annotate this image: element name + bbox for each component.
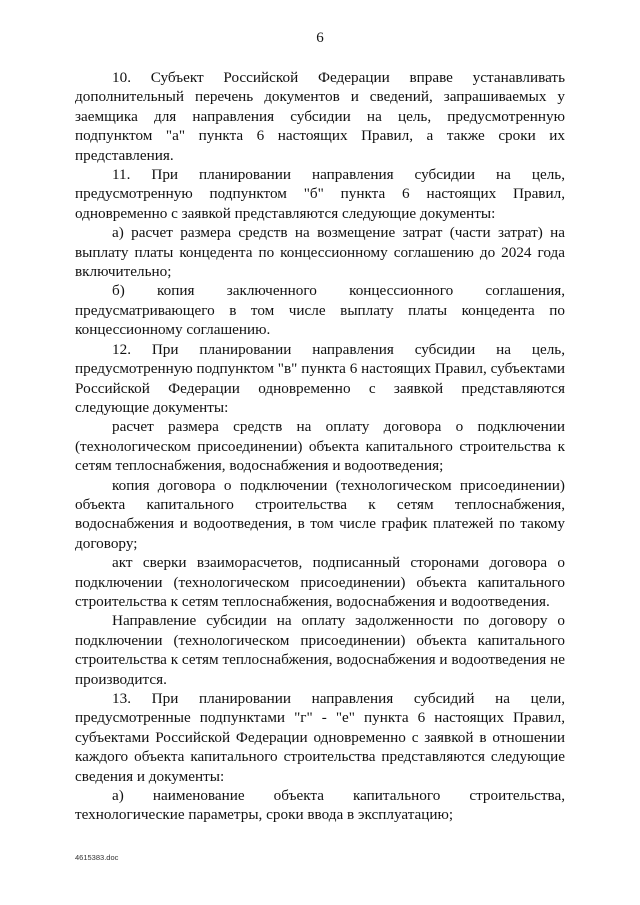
paragraph-12-item-3: акт сверки взаиморасчетов, подписанный сторонами договора о подключении (технологическом присоединении) объекта капитального строительства к сетям теплоснабжения, водоснабжения и водоотведения.	[75, 554, 565, 610]
paragraph-10: 10. Субъект Российской Федерации вправе устанавливать дополнительный перечень документов и сведений, запрашиваемых у заемщика для направления субсидии на цель, предусмотренную подпунктом "а" пункта 6 настоящих Правил, а также сроки их представления.	[75, 69, 565, 164]
page-number: 6	[316, 30, 324, 46]
document-file-code: 4615383.doc	[75, 853, 119, 862]
paragraph-11-a: а) расчет размера средств на возмещение затрат (части затрат) на выплату платы концедента по концессионному соглашению до 2024 года включительно;	[75, 224, 565, 281]
paragraph-12-note: Направление субсидии на оплату задолженности по договору о подключении (технологическом присоединении) объекта капитального строительства к сетям теплоснабжения, водоснабжения и водоотведения не производится.	[75, 612, 565, 688]
paragraph-13-a: а) наименование объекта капитального строительства, технологические параметры, сроки ввода в эксплуатацию;	[75, 787, 565, 824]
paragraph-11: 11. При планировании направления субсидии на цель, предусмотренную подпунктом "б" пункта 6 настоящих Правил, одновременно с заявкой представляются следующие документы:	[75, 166, 565, 222]
paragraph-12-item-1: расчет размера средств на оплату договора о подключении (технологическом присоединении) объекта капитального строительства к сетям теплоснабжения, водоснабжения и водоотведения;	[75, 418, 565, 475]
paragraph-12-item-2: копия договора о подключении (технологическом присоединении) объекта капитального строительства к сетям теплоснабжения, водоснабжения и водоотведения, в том числе график платежей по такому договору;	[75, 476, 565, 552]
paragraph-12: 12. При планировании направления субсидии на цель, предусмотренную подпунктом "в" пункта 6 настоящих Правил, субъектами Российской Федерации одновременно с заявкой представляются следующие документы:	[75, 340, 565, 416]
document-body	[75, 68, 565, 825]
paragraph-13: 13. При планировании направления субсидий на цели, предусмотренные подпунктами "г" - "е" пункта 6 настоящих Правил, субъектами Российской Федерации одновременно с заявкой в отношении каждого объекта капитального строительства представляются следующие сведения и документы:	[75, 690, 565, 785]
paragraph-11-b: б) копия заключенного концессионного соглашения, предусматривающего в том числе выплату платы концедента по концессионному соглашению.	[75, 282, 565, 339]
